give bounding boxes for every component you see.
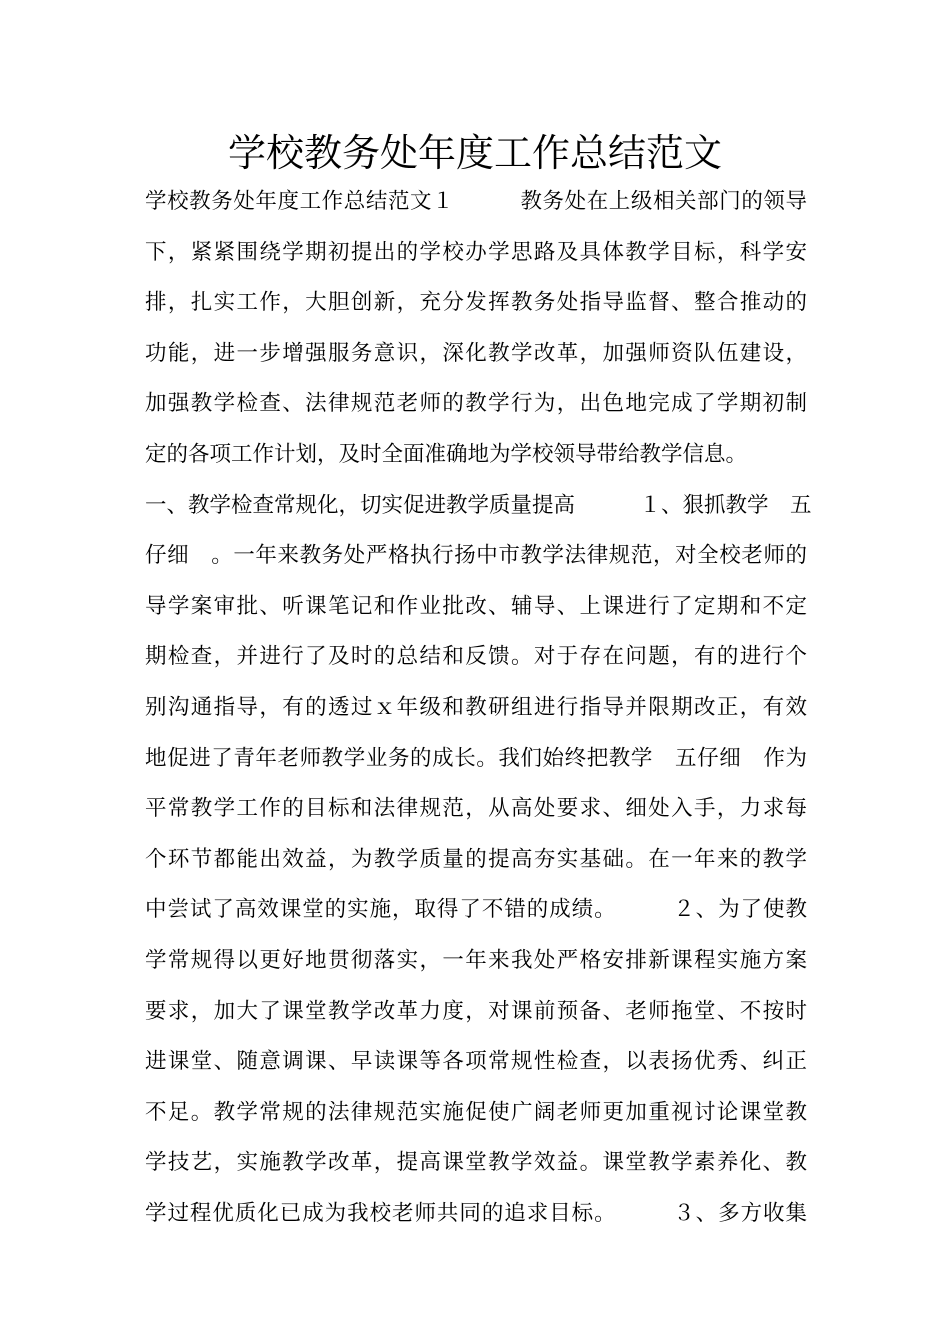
body-line: 功能，进一步增强服务意识，深化教学改革，加强师资队伍建设， — [145, 340, 807, 366]
document-title: 学校教务处年度工作总结范文 — [227, 131, 722, 175]
body-line: 地促进了青年老师教学业务的成长。我们始终把教学 五仔细 作为 — [145, 745, 807, 771]
body-line: 学技艺，实施教学改革，提高课堂教学效益。课堂教学素养化、教 — [145, 1150, 807, 1176]
body-line: 学常规得以更好地贯彻落实，一年来我处严格安排新课程实施方案 — [145, 947, 807, 973]
body-line: 不足。教学常规的法律规范实施促使广阔老师更加重视讨论课堂教 — [145, 1099, 807, 1125]
body-line: 一、教学检查常规化，切实促进教学质量提高 １、狠抓教学 五 — [145, 492, 812, 518]
body-line: 下，紧紧围绕学期初提出的学校办学思路及具体教学目标，科学安 — [145, 239, 807, 265]
body-line: 平常教学工作的目标和法律规范，从高处要求、细处入手，力求每 — [145, 796, 807, 822]
body-line: 学过程优质化已成为我校老师共同的追求目标。 ３、多方收集 — [145, 1200, 807, 1226]
body-line: 要求，加大了课堂教学改革力度，对课前预备、老师拖堂、不按时 — [145, 998, 807, 1024]
body-line: 期检查，并进行了及时的总结和反馈。对于存在问题，有的进行个 — [145, 644, 807, 670]
body-line: 定的各项工作计划，及时全面准确地为学校领导带给教学信息。 — [145, 441, 748, 467]
body-line: 仔细 。一年来教务处严格执行扬中市教学法律规范，对全校老师的 — [145, 543, 807, 569]
document-body — [145, 182, 812, 1244]
body-line: 进课堂、随意调课、早读课等各项常规性检查，以表扬优秀、纠正 — [145, 1049, 807, 1075]
body-line: 加强教学检查、法律规范老师的教学行为，出色地完成了学期初制 — [145, 391, 807, 417]
body-line: 导学案审批、听课笔记和作业批改、辅导、上课进行了定期和不定 — [145, 593, 807, 619]
body-line: 中尝试了高效课堂的实施，取得了不错的成绩。 ２、为了使教 — [145, 897, 807, 923]
body-line: 别沟通指导，有的透过ｘ年级和教研组进行指导并限期改正，有效 — [145, 694, 807, 720]
body-line: 个环节都能出效益，为教学质量的提高夯实基础。在一年来的教学 — [145, 846, 807, 872]
body-line: 排，扎实工作，大胆创新，充分发挥教务处指导监督、整合推动的 — [145, 290, 807, 316]
body-line: 学校教务处年度工作总结范文１ 教务处在上级相关部门的领导 — [145, 189, 807, 214]
